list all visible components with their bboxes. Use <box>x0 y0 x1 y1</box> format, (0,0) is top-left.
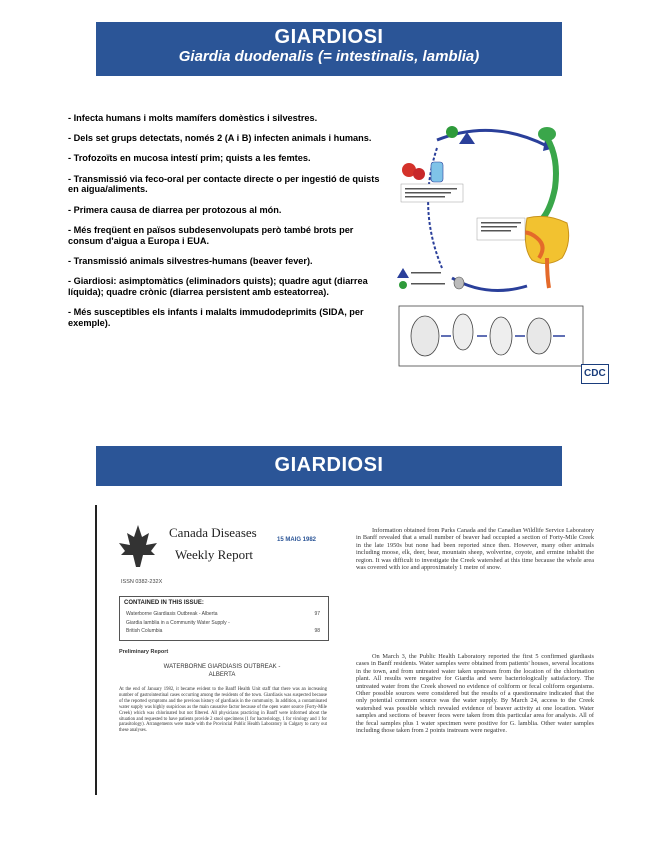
bullet-item: - Dels set grups detectats, només 2 (A i B) infecten animals i humans. <box>68 133 372 144</box>
article-paragraph-1: Information obtained from Parks Canada and the Canadian Wildlife Service Laboratory in Banff revealed that a small number of beaver had occupied a section of Forty-Mile Creek in the late 1950s but none had been reported since then. However, many other animals including moose, elk, deer, bear, mountain sheep, wolverine, coyote, and ermine inhabit the region. It was difficult to investigate the Creek watershed at this time because the whole area was covered with ice and approximately 1 metre of snow. <box>356 527 594 572</box>
bullet-item: - Giardiosi: asimptomàtics (eliminadors quists); quadre agut (diarrea líquida); quadre crònic (diarrea persistent amb esteatorrea). <box>68 275 368 297</box>
contents-heading: CONTAINED IN THIS ISSUE: <box>124 600 204 606</box>
contents-item: British Columbia <box>126 628 163 634</box>
bullet-item: - Més susceptibles els infants i malalts immudodeprimits (SIDA, per exemple). <box>68 306 364 328</box>
contents-page: 98 <box>314 628 320 634</box>
cdc-logo: CDC <box>581 364 609 384</box>
slide2-title: GIARDIOSI <box>274 454 384 476</box>
slide2-title-banner <box>96 446 562 486</box>
report-title-line1: Canada Diseases <box>169 525 257 540</box>
bullet-item: - Infecta humans i molts mamífers domèstics i silvestres. <box>68 113 318 123</box>
contents-item: Giardia lamblia in a Community Water Supply - <box>126 620 230 626</box>
canada-diseases-report-page <box>95 505 337 795</box>
report-article-heading <box>137 663 307 679</box>
contents-item: Waterborne Giardiasis Outbreak - Alberta <box>126 611 218 617</box>
slide1-title-banner <box>96 22 562 76</box>
bullet-list <box>68 113 386 338</box>
slide1-title: GIARDIOSI <box>274 26 384 48</box>
slide1-subtitle: Giardia duodenalis (= intestinalis, lamblia) <box>178 48 480 65</box>
article-paragraph-2: On March 3, the Public Health Laboratory reported the first 5 confirmed giardiasis cases in Banff residents. Water samples were obtained from patients' houses, several locations in the town, and from untreated water taken upstream from the location of the chlorination plant. All results were negative for Giardia and were bacteriologically satisfactory. The untreated water from the Creek showed no evidence of coliform or fecal coliform organisms. Other possible sources were considered but the results of a questionnaire indicated that the only potential common source was the water supply. By March 24, access to the Creek watershed was possible which revealed evidence of beaver activity at one location. Water samples and sections of beaver feces were taken from this particular area for analysis. All of the fecal samples plus 1 water specimen were positive for G. lamblia. Other water samples including those taken from 2 points instream were negative. <box>356 653 594 735</box>
stage-1-marker <box>446 126 458 138</box>
report-heading-line2: ALBERTA <box>208 672 236 678</box>
report-date: 15 MAIG 1982 <box>277 537 317 543</box>
contents-box <box>119 596 329 641</box>
bullet-item: - Primera causa de diarrea per protozous al món. <box>68 204 282 215</box>
report-title-line2: Weekly Report <box>175 547 254 562</box>
bullet-item: - Transmissió via feco-oral per contacte directe o per ingestió de quists en aigua/aliments. <box>68 173 380 195</box>
giardia-life-cycle-diagram <box>397 118 585 383</box>
bullet-item: - Més freqüent en països subdesenvolupats però també brots per consum d'aigua a Europa i EUA. <box>68 224 354 246</box>
maple-leaf-icon <box>115 523 161 569</box>
report-section-label: Preliminary Report <box>119 649 169 655</box>
contents-page: 97 <box>314 611 320 617</box>
report-heading-line1: WATERBORNE GIARDIASIS OUTBREAK - <box>163 664 281 670</box>
bullet-item: - Trofozoïts en mucosa intestí prim; quists a les femtes. <box>68 153 311 164</box>
bullet-item: - Transmissió animals silvestres-humans (beaver fever). <box>68 255 313 266</box>
report-body-text: At the end of January 1982, it became evident to the Banff Health Unit staff that there was an increasing number of gastrointestinal cases occurring among the residents of the town. Giardiasis was suspected because of the reported symptoms and the previous history of giardiasis in the community. In addition, a contaminated water supply was highly suspicious as the main causative factor because of the open water source (Forty-Mile Creek) which was chlorinated but not filtered. All physicians practicing in Banff were informed about the situation and requested to have patients provide 2 stool specimens (1 for bacteriology, 1 for virology and 1 for parasitology). Arrangements were made with the Provincial Public Health Laboratory in Calgary to carry out these analyses. <box>119 687 327 734</box>
report-issn: ISSN 0382-232X <box>121 579 163 585</box>
